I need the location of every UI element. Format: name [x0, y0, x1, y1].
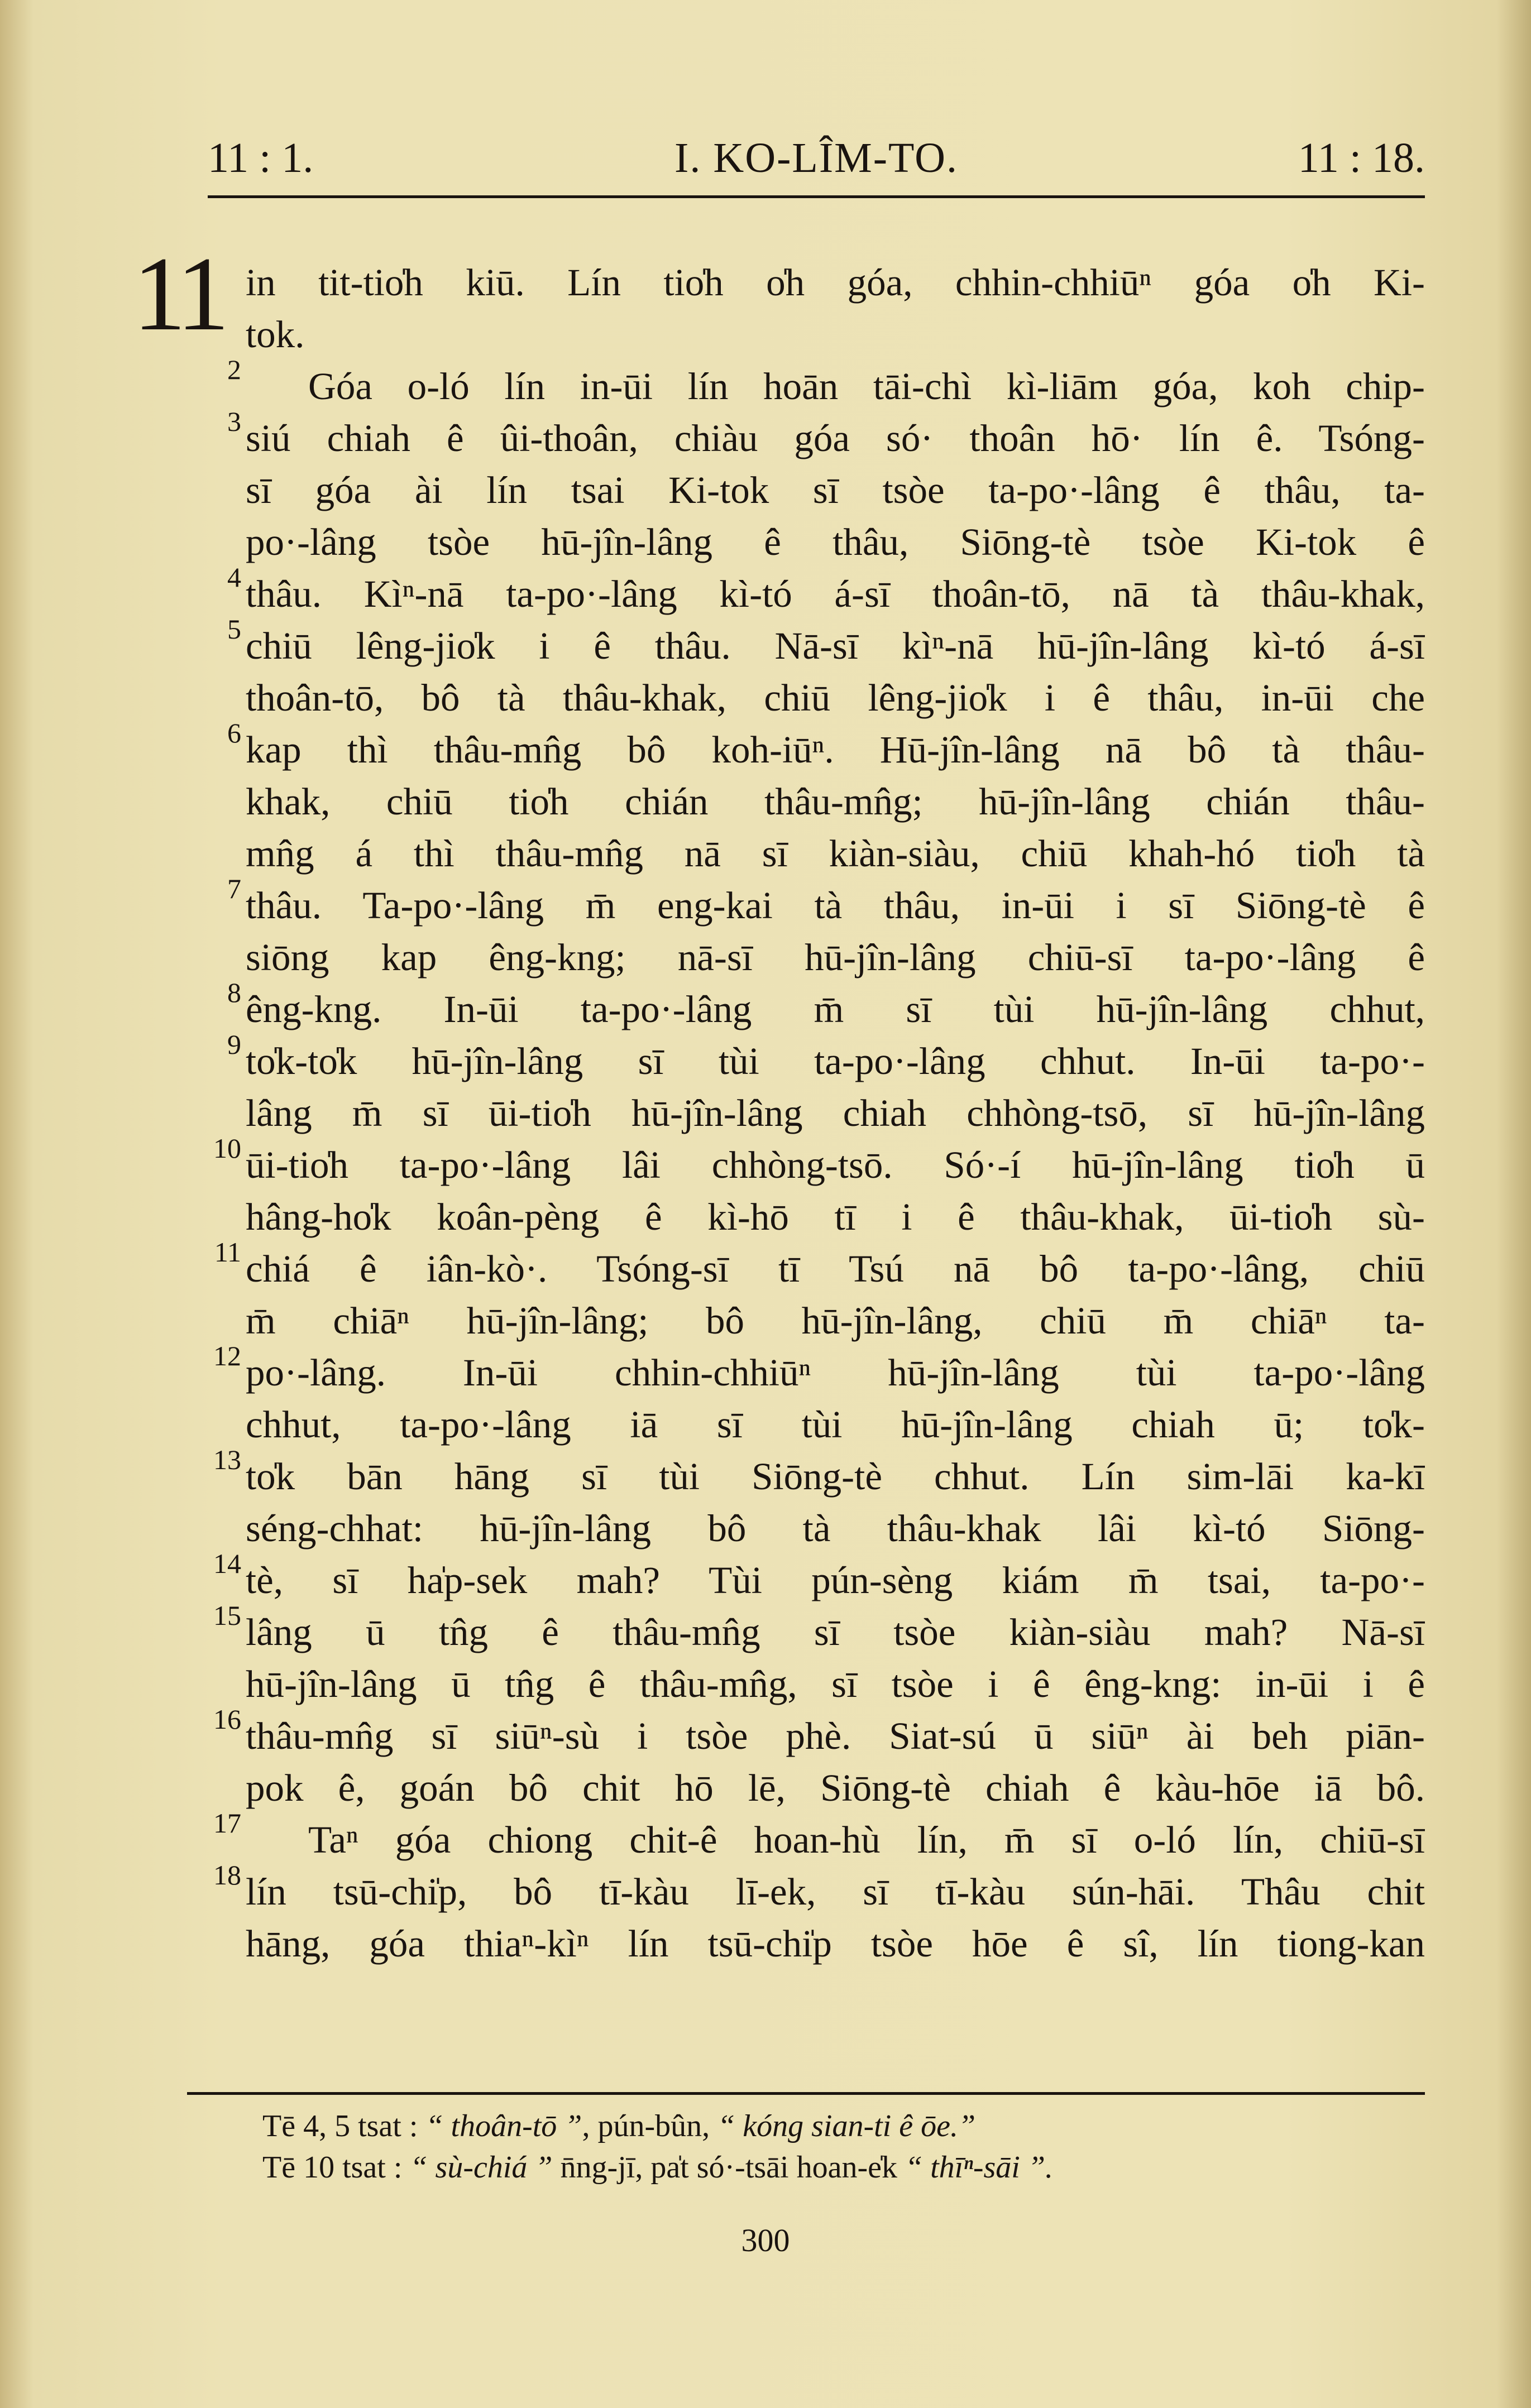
footnotes [262, 2105, 1379, 2188]
text-line: khak, chiū tio̍h chián thâu-mn̂g; hū-jîn-lâng chián thâu- [246, 780, 1425, 823]
verse-number: 18 [213, 1859, 241, 1891]
text-line: mn̂g á thì thâu-mn̂g nā sī kiàn-siàu, chiū khah-hó tio̍h tà [246, 832, 1425, 875]
text-line: siōng kap êng-kng; nā-sī hū-jîn-lâng chiū-sī ta-po·-lâng ê [246, 936, 1425, 978]
verse-number: 17 [213, 1807, 241, 1839]
text-line: thoân-tō, bô tà thâu-khak, chiū lêng-jio̍k i ê thâu, in-ūi che [246, 677, 1425, 719]
verse-number: 14 [213, 1548, 241, 1579]
text-line: hū-jîn-lâng ū tn̂g ê thâu-mn̂g, sī tsòe i ê êng-kng: in-ūi i ê [246, 1663, 1425, 1705]
verse-number: 4 [227, 562, 241, 593]
scripture-text [246, 257, 1425, 1970]
verse-number-column [208, 0, 241, 2065]
text-line: sī góa ài lín tsai Ki-tok sī tsòe ta-po·-lâng ê thâu, ta- [246, 469, 1425, 511]
header-rule [208, 195, 1425, 198]
text-line: lín tsū-chi̍p, bô tī-kàu lī-ek, sī tī-kàu sún-hāi. Thâu chit [246, 1870, 1425, 1913]
verse-number: 11 [214, 1236, 241, 1268]
footnote-text: n̄ng-jī, pa̍t só·-tsāi hoan-e̍k [560, 2150, 897, 2185]
text-line: chiū lêng-jio̍k i ê thâu. Nā-sī kìⁿ-nā hū-jîn-lâng kì-tó á-sī [246, 625, 1425, 667]
text-line: to̍k bān hāng sī tùi Siōng-tè chhut. Lín sim-lāi ka-kī [246, 1455, 1425, 1498]
text-line: to̍k-to̍k hū-jîn-lâng sī tùi ta-po·-lâng chhut. In-ūi ta-po·- [246, 1040, 1425, 1082]
footnote [262, 2105, 1379, 2147]
text-line: po·-lâng tsòe hū-jîn-lâng ê thâu, Siōng-tè tsòe Ki-tok ê [246, 521, 1425, 563]
footnote-quote: “ thoân-tō ” [425, 2109, 582, 2143]
text-line: lâng m̄ sī ūi-tio̍h hū-jîn-lâng chiah chhòng-tsō, sī hū-jîn-lâng [246, 1092, 1425, 1134]
verse-number: 5 [227, 613, 241, 645]
footnote-text: , pún-bûn, [582, 2109, 710, 2143]
verse-number: 12 [213, 1340, 241, 1371]
text-line: séng-chhat: hū-jîn-lâng bô tà thâu-khak lâi kì-tó Siōng- [246, 1507, 1425, 1550]
text-line: siú chiah ê ûi-thoân, chiàu góa só· thoân hō· lín ê. Tsóng- [246, 417, 1425, 459]
text-line: m̄ chiāⁿ hū-jîn-lâng; bô hū-jîn-lâng, chiū m̄ chiāⁿ ta- [246, 1299, 1425, 1342]
text-line: po·-lâng. In-ūi chhin-chhiūⁿ hū-jîn-lâng tùi ta-po·-lâng [246, 1351, 1425, 1394]
verse-number: 10 [213, 1133, 241, 1164]
footnote [262, 2147, 1379, 2188]
text-line: thâu. Kìⁿ-nā ta-po·-lâng kì-tó á-sī thoân-tō, nā tà thâu-khak, [246, 573, 1425, 615]
header-left-reference: 11 : 1. [208, 135, 314, 181]
verse-number: 7 [227, 873, 241, 904]
text-line: tè, sī ha̍p-sek mah? Tùi pún-sèng kiám m̄ tsai, ta-po·- [246, 1559, 1425, 1601]
verse-number: 13 [213, 1444, 241, 1475]
text-line: thâu-mn̂g sī siūⁿ-sù i tsòe phè. Siat-sú ū siūⁿ ài beh piān- [246, 1715, 1425, 1757]
verse-number: 9 [227, 1029, 241, 1060]
text-line: pok ê, goán bô chit hō lē, Siōng-tè chiah ê kàu-hōe iā bô. [246, 1767, 1425, 1809]
footnote-quote: “ kóng sian-ti ê ōe.” [717, 2109, 976, 2143]
text-line: êng-kng. In-ūi ta-po·-lâng m̄ sī tùi hū-jîn-lâng chhut, [246, 988, 1425, 1030]
text-line: ūi-tio̍h ta-po·-lâng lâi chhòng-tsō. Só·-í hū-jîn-lâng tio̍h ū [246, 1144, 1425, 1186]
verse-number: 16 [213, 1704, 241, 1735]
page-number: 300 [741, 2222, 790, 2258]
text-line: thâu. Ta-po·-lâng m̄ eng-kai tà thâu, in-ūi i sī Siōng-tè ê [246, 884, 1425, 927]
text-line: hâng-ho̍k koân-pèng ê kì-hō tī i ê thâu-khak, ūi-tio̍h sù- [246, 1196, 1425, 1238]
footnote-reference: Tē 4, 5 tsat : [262, 2109, 418, 2143]
text-line: chiá ê iân-kò·. Tsóng-sī tī Tsú nā bô ta-po·-lâng, chiū [246, 1248, 1425, 1290]
text-line: Taⁿ góa chiong chit-ê hoan-hù lín, m̄ sī o-ló lín, chiū-sī [308, 1819, 1425, 1861]
text-line: Góa o-ló lín in-ūi lín hoān tāi-chì kì-liām góa, koh chip- [308, 365, 1425, 407]
verse-number: 2 [227, 354, 241, 385]
text-line: tok. [246, 313, 305, 356]
verse-number: 3 [227, 406, 241, 437]
text-line: in tit-tio̍h kiū. Lín tio̍h o̍h góa, chhin-chhiūⁿ góa o̍h Ki- [246, 261, 1425, 304]
header-book-title: I. KO-LÎM-TO. [674, 135, 958, 181]
verse-number: 6 [227, 717, 241, 749]
chapter-number: 11 [133, 236, 224, 353]
header-right-reference: 11 : 18. [1298, 135, 1425, 181]
text-line: chhut, ta-po·-lâng iā sī tùi hū-jîn-lâng chiah ū; to̍k- [246, 1403, 1425, 1446]
footnote-quote: “ thīⁿ-sāi ”. [905, 2150, 1053, 2185]
text-line: lâng ū tn̂g ê thâu-mn̂g sī tsòe kiàn-siàu mah? Nā-sī [246, 1611, 1425, 1653]
footnote-quote: “ sù-chiá ” [410, 2150, 553, 2185]
footnote-rule [187, 2092, 1425, 2095]
verse-number: 8 [227, 977, 241, 1008]
footnote-reference: Tē 10 tsat : [262, 2150, 403, 2185]
running-header [208, 134, 1425, 184]
text-line: hāng, góa thiaⁿ-kìⁿ lín tsū-chi̍p tsòe hōe ê sî, lín tiong-kan [246, 1922, 1425, 1965]
text-line: kap thì thâu-mn̂g bô koh-iūⁿ. Hū-jîn-lâng nā bô tà thâu- [246, 728, 1425, 771]
verse-number: 15 [213, 1600, 241, 1631]
